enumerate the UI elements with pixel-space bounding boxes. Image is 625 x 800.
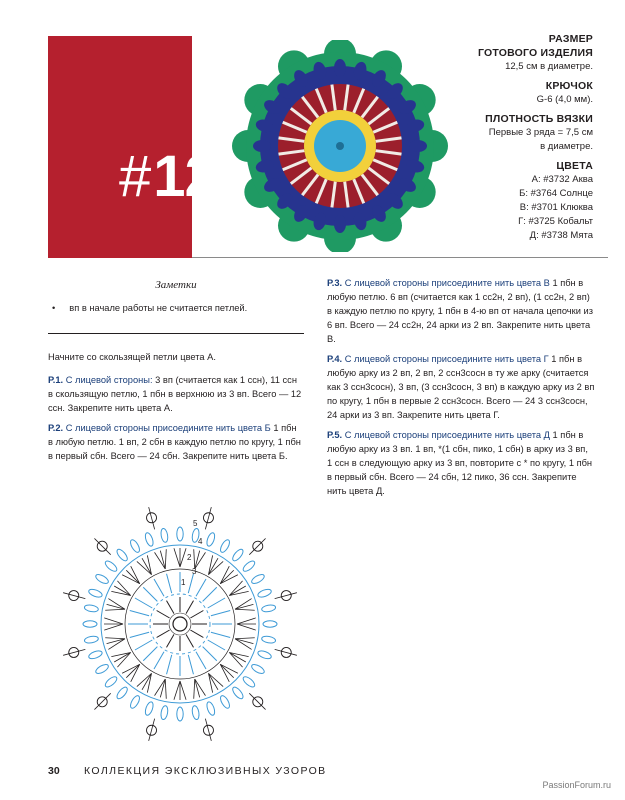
- notes-item: [48, 301, 304, 315]
- gauge-value-2: в диаметре.: [540, 141, 593, 152]
- row-5-instructions: [327, 428, 595, 498]
- page-footer: [48, 765, 327, 777]
- row-2-instructions: [48, 421, 304, 463]
- row-number-label: 1: [181, 578, 186, 587]
- row-label: Р.1.: [48, 375, 64, 385]
- right-column: [327, 276, 595, 504]
- row-label: Р.4.: [327, 354, 343, 364]
- pattern-number: #12: [119, 144, 216, 209]
- hook-label: КРЮЧОК: [545, 80, 593, 92]
- color-item: А: #3732 Аква: [531, 174, 593, 185]
- crochet-chart-diagram: [42, 490, 327, 758]
- book-title: КОЛЛЕКЦИЯ ЭКСКЛЮЗИВНЫХ УЗОРОВ: [84, 765, 327, 777]
- size-label: РАЗМЕР: [548, 33, 593, 45]
- row-lead: С лицевой стороны присоедините нить цвета Д: [344, 430, 550, 440]
- row-text: 1 пбн в любую арку из 3 вп. 1 вп, *(1 сбн, пико, 1 сбн) в арку из 3 вп, 1 ссн в следующую арку из 3 вп, повторите с * по кругу, 1 пбн в первый сбн. Всего — 24 сбн, 12 пико, 36 ссн. Закрепите нить цвета Д.: [327, 430, 593, 496]
- row-number-label: 2: [187, 553, 192, 562]
- notes-title: Заметки: [155, 279, 197, 291]
- page-number: 30: [48, 765, 60, 777]
- specs-panel: [373, 32, 593, 248]
- size-label-2: ГОТОВОГО ИЗДЕЛИЯ: [478, 47, 593, 59]
- row-label: Р.3.: [327, 278, 343, 288]
- bullet: •: [52, 303, 56, 313]
- color-item: Б: #3764 Солнце: [519, 188, 593, 199]
- row-number-label: 5: [193, 519, 198, 528]
- row-text: 3 вп (считается как 1 ссн), 11 ссн в скользящую петлю, 1 пбн в верхнюю из 3 вп. Всего — 12 ссн. Закрепите нить цвета А.: [48, 375, 302, 413]
- row-text: 1 пбн в любую петлю. 1 вп, 2 сбн в каждую петлю по кругу, 1 пбн в первый сбн. Всего — 24 сбн. Закрепите нить цвета Б.: [48, 423, 301, 461]
- row-number-label: 3: [192, 567, 197, 576]
- gauge-label: ПЛОТНОСТЬ ВЯЗКИ: [485, 113, 593, 125]
- row-label: Р.5.: [327, 430, 343, 440]
- row-label: Р.2.: [48, 423, 64, 433]
- left-column: [48, 278, 304, 469]
- pattern-number-block: [48, 36, 216, 258]
- row-text: 1 пбн в любую арку из 2 вп, 2 вп, 2 ссн3сосн в ту же арку (считается как 3 ссн3сосн), 3 вп, (3 ссн3сосн, 3 вп) в каждую арку из 2 вп по кругу, 1 пбн в первые 2 ссн3сосн. Всего — 24 3 ссн3сосн, 24 арки из 3 вп. Закрепите нить цвета Г.: [327, 354, 595, 420]
- notes-divider: [48, 333, 304, 334]
- size-value: 12,5 см в диаметре.: [505, 61, 593, 72]
- row-3-instructions: [327, 276, 595, 346]
- row-lead: С лицевой стороны присоедините нить цвета В: [344, 278, 550, 288]
- color-item: Д: #3738 Мята: [529, 230, 593, 241]
- intro-text: Начните со скользящей петли цвета А.: [48, 352, 216, 362]
- color-item: Г: #3725 Кобальт: [518, 216, 593, 227]
- color-item: В: #3701 Клюква: [519, 202, 593, 213]
- header-divider: [192, 257, 608, 258]
- gauge-value: Первые 3 ряда = 7,5 см: [488, 127, 593, 138]
- colors-label: ЦВЕТА: [556, 160, 593, 172]
- hook-value: G-6 (4,0 мм).: [536, 94, 593, 105]
- watermark: PassionForum.ru: [542, 780, 611, 790]
- row-4-instructions: [327, 352, 595, 422]
- row-lead: С лицевой стороны присоедините нить цвета Г: [344, 354, 549, 364]
- row-1-instructions: [48, 373, 304, 415]
- notes-text: вп в начале работы не считается петлей.: [69, 303, 248, 313]
- row-number-label: 4: [198, 537, 203, 546]
- row-text: 1 пбн в любую петлю. 6 вп (считается как 1 сс2н, 2 вп), (1 сс2н, 2 вп) в каждую петлю по кругу, 1 пбн в 4-ю вп от начала цепочки из 6 вп. Всего — 24 сс2н, 24 арки из 2 вп. Закрепите нить цвета В.: [327, 278, 593, 344]
- row-lead: С лицевой стороны присоедините нить цвета Б: [65, 423, 271, 433]
- row-lead: С лицевой стороны:: [65, 375, 153, 385]
